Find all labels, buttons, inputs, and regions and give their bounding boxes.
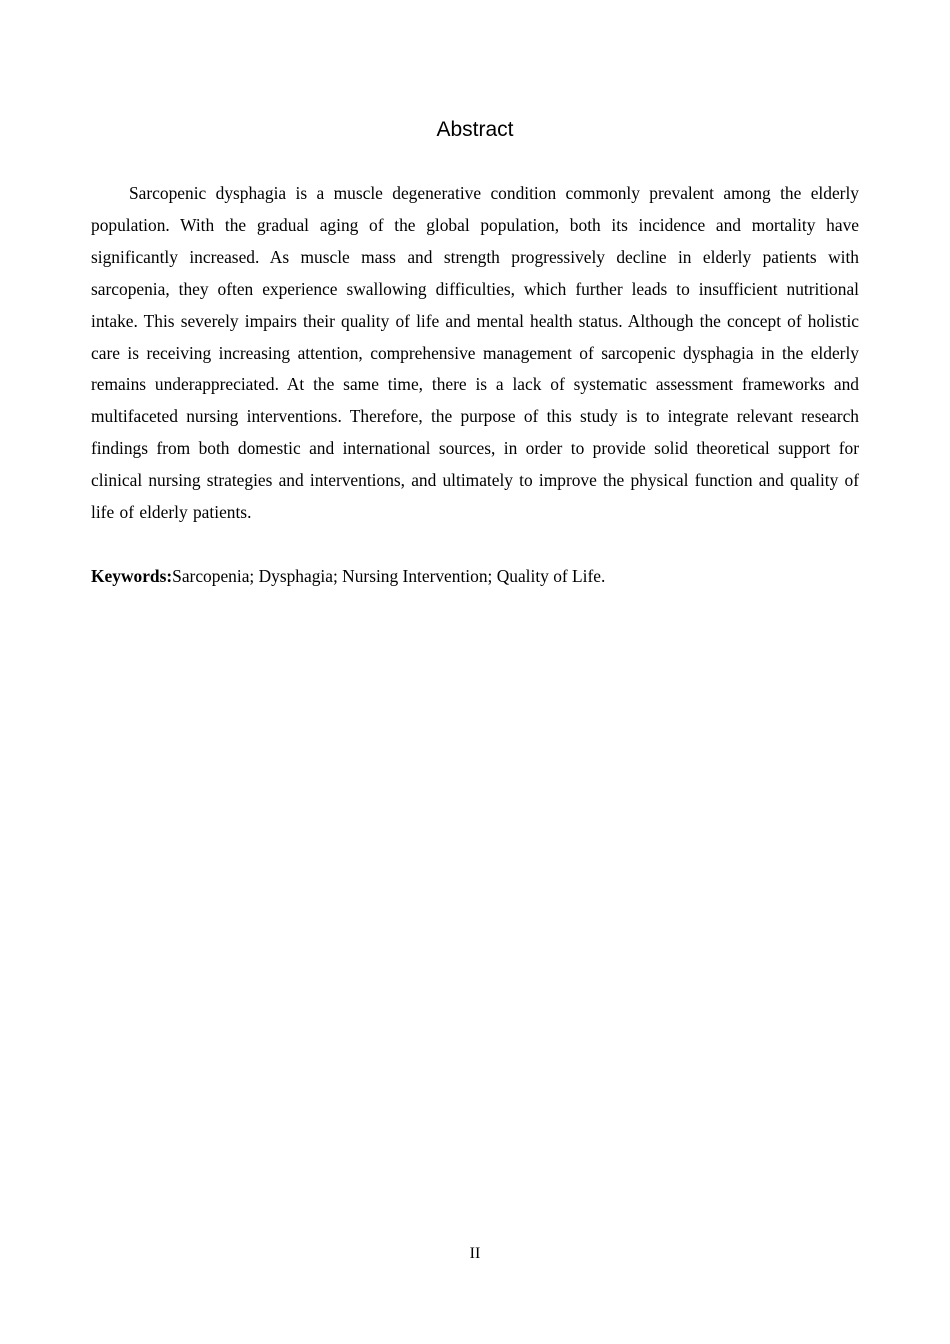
abstract-paragraph: Sarcopenic dysphagia is a muscle degenerative condition commonly prevalent among the elderly population. With the gradual aging of the global population, both its incidence and mortality have significantly increased. As muscle mass and strength progressively decline in elderly patients with sarcopenia, they often experience swallowing difficulties, which further leads to insufficient nutritional intake. This severely impairs their quality of life and mental health status. Although the concept of holistic care is receiving increasing attention, comprehensive management of sarcopenic dysphagia in the elderly remains underappreciated. At the same time, there is a lack of systematic assessment frameworks and multifaceted nursing interventions. Therefore, the purpose of this study is to integrate relevant research findings from both domestic and international sources, in order to provide solid theoretical support for clinical nursing strategies and interventions, and ultimately to improve the physical function and quality of life of elderly patients. xyxy=(91,183,859,523)
page-number: II xyxy=(469,1245,481,1262)
keywords-text: Sarcopenia; Dysphagia; Nursing Intervention; Quality of Life. xyxy=(172,566,606,586)
keywords-line xyxy=(91,561,859,593)
abstract-title: Abstract xyxy=(436,118,514,141)
keywords-label: Keywords: xyxy=(91,566,173,586)
